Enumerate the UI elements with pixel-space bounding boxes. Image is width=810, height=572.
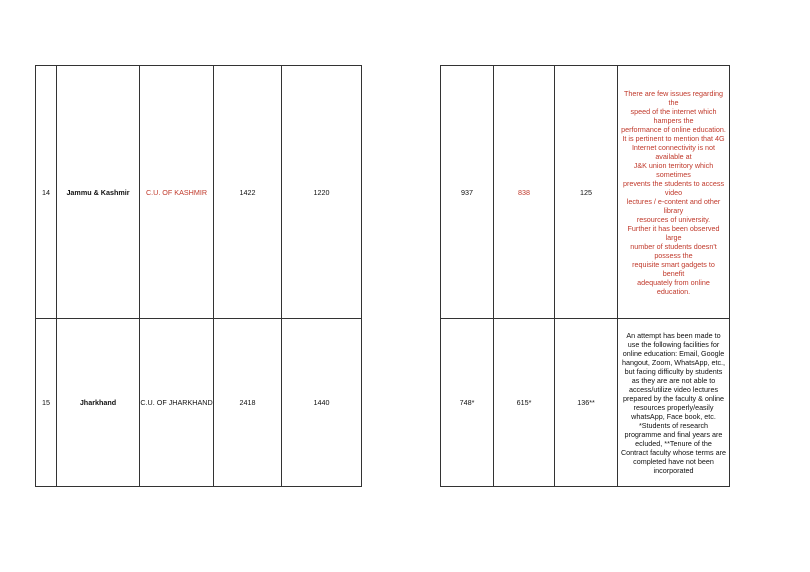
university-name: C.U. OF KASHMIR — [140, 66, 214, 319]
remark-line: lectures / e-content and other — [626, 196, 721, 206]
remark-line: Contract faculty whose terms are — [620, 447, 727, 457]
remark-line: as they are are not able to — [631, 375, 716, 385]
university-name: C.U. OF JHARKHAND — [140, 319, 214, 487]
remarks-cell — [618, 66, 730, 319]
state-name: Jammu & Kashmir — [57, 66, 140, 319]
remark-line: online education: Email, Google — [622, 348, 725, 358]
remark-line: hangout, Zoom, WhatsApp, etc., — [621, 357, 726, 367]
remark-line: large — [665, 232, 682, 242]
state-name: Jharkhand — [57, 319, 140, 487]
remark-line: benefit — [662, 268, 685, 278]
value-cell: 838 — [494, 66, 555, 319]
remark-line: speed of the internet which — [630, 106, 717, 116]
remark-line: sometimes — [656, 169, 691, 179]
remark-line: the — [668, 97, 679, 107]
remark-line: number of students doesn't — [630, 241, 717, 251]
remark-line: use the following facilities for — [627, 339, 720, 349]
remark-line: possess the — [654, 250, 693, 260]
table-row — [441, 66, 730, 319]
remark-line: hampers the — [653, 115, 694, 125]
serial-number: 15 — [36, 319, 57, 487]
remark-line: There are few issues regarding — [623, 88, 724, 98]
remark-line: ecluded, **Tenure of the — [635, 438, 712, 448]
remark-line: but facing difficulty by students — [624, 366, 723, 376]
remark-line: prevents the students to access — [622, 178, 725, 188]
remark-line: programme and final years are — [624, 429, 723, 439]
value-cell: 615* — [494, 319, 555, 487]
table-row — [36, 319, 362, 487]
table-row — [441, 319, 730, 487]
left-table — [35, 65, 362, 487]
remark-line: resources properly/easily — [633, 402, 714, 412]
remark-line: access/utilize video lectures — [628, 384, 719, 394]
remark-line: *Students of research — [638, 420, 709, 430]
remark-line: Further it has been observed — [627, 223, 720, 233]
remark-line: whatsApp, Face book, etc. — [631, 411, 716, 421]
serial-number: 14 — [36, 66, 57, 319]
remark-line: requisite smart gadgets to — [632, 259, 715, 269]
remark-line: prepared by the faculty & online — [622, 393, 725, 403]
value-cell: 748* — [441, 319, 494, 487]
value-cell: 1422 — [214, 66, 282, 319]
remark-line: Internet connectivity is not — [631, 142, 716, 152]
remarks-cell — [618, 319, 730, 487]
table-row — [36, 66, 362, 319]
value-cell: 1220 — [282, 66, 362, 319]
remark-line: It is pertinent to mention that 4G — [622, 133, 725, 143]
remark-line: adequately from online — [637, 277, 710, 287]
value-cell: 136** — [555, 319, 618, 487]
remark-line: resources of university. — [636, 214, 711, 224]
remark-line: incorporated — [653, 465, 694, 475]
remark-line: video — [664, 187, 683, 197]
remark-line: available at — [655, 151, 692, 161]
value-cell: 125 — [555, 66, 618, 319]
remark-line: completed have not been — [633, 456, 714, 466]
remark-line: library — [663, 205, 684, 215]
value-cell: 1440 — [282, 319, 362, 487]
value-cell: 2418 — [214, 319, 282, 487]
remark-line: performance of online education. — [621, 124, 726, 134]
remark-line: An attempt has been made to — [626, 330, 721, 340]
remark-line: education. — [656, 286, 691, 296]
right-table — [440, 65, 730, 487]
value-cell: 937 — [441, 66, 494, 319]
remark-line: J&K union territory which — [633, 160, 714, 170]
